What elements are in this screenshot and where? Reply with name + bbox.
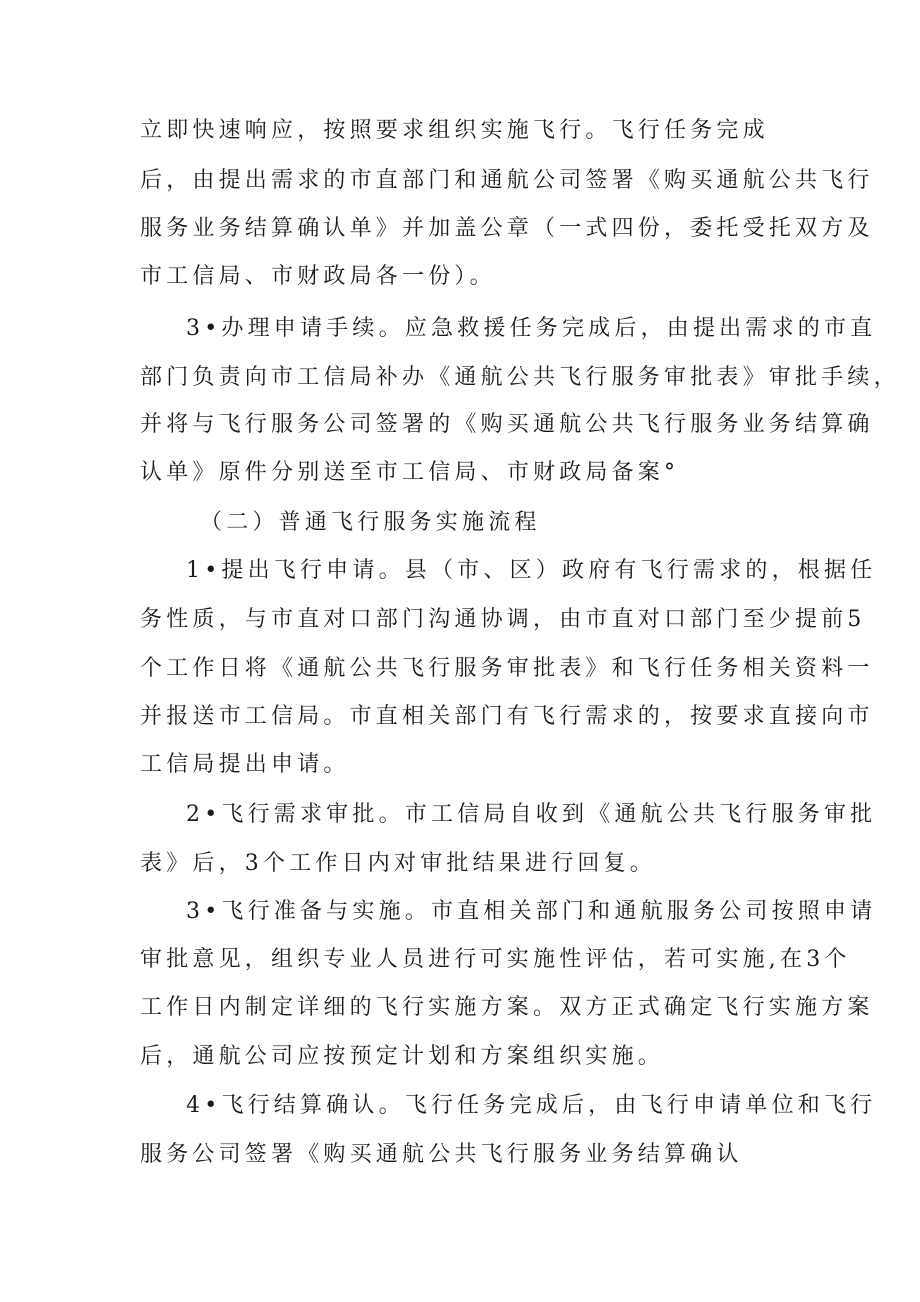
text-line: 2•飞行需求审批。市工信局自收到《通航公共飞行服务审批 xyxy=(186,802,877,827)
text-line: 认单》原件分别送至市工信局、市财政局备案° xyxy=(140,460,680,485)
text-line: 工信局提出申请。 xyxy=(140,752,350,777)
text-line: 务性质，与市直对口部门沟通协调，由市直对口部门至少提前5 xyxy=(140,607,866,632)
text-line: 3•飞行准备与实施。市直相关部门和通航服务公司按照申请 xyxy=(186,899,877,924)
text-line: 服务公司签署《购买通航公共飞行服务业务结算确认 xyxy=(140,1142,743,1167)
text-line: 后，由提出需求的市直部门和通航公司签署《购买通航公共飞行 xyxy=(140,168,874,193)
text-line: 3•办理申请手续。应急救援任务完成后，由提出需求的市直 xyxy=(186,316,877,341)
text-line: 审批意见，组织专业人员进行可实施性评估，若可实施,在3个 xyxy=(140,947,851,972)
text-line: 部门负责向市工信局补办《通航公共飞行服务审批表》审批手续， xyxy=(140,365,900,390)
text-line: 并将与飞行服务公司签署的《购买通航公共飞行服务业务结算确 xyxy=(140,412,874,437)
text-line: 市工信局、市财政局各一份）。 xyxy=(140,264,496,289)
text-line: 个工作日将《通航公共飞行服务审批表》和飞行任务相关资料一 xyxy=(140,656,874,681)
text-line: 表》后，3个工作日内对审批结果进行回复。 xyxy=(140,851,656,876)
text-line: 工作日内制定详细的飞行实施方案。双方正式确定飞行实施方案 xyxy=(140,995,874,1020)
text-line: 1•提出飞行申请。县（市、区）政府有飞行需求的，根据任 xyxy=(186,558,877,583)
text-line: 后，通航公司应按预定计划和方案组织实施。 xyxy=(140,1044,665,1069)
text-line: 4•飞行结算确认。飞行任务完成后，由飞行申请单位和飞行 xyxy=(186,1093,877,1118)
text-line: 并报送市工信局。市直相关部门有飞行需求的，按要求直接向市 xyxy=(140,704,874,729)
text-line: 立即快速响应，按照要求组织实施飞行。飞行任务完成 xyxy=(140,118,769,143)
section-heading: （二）普通飞行服务实施流程 xyxy=(200,510,541,535)
text-line: 服务业务结算确认单》并加盖公章（一式四份，委托受托双方及 xyxy=(140,216,874,241)
